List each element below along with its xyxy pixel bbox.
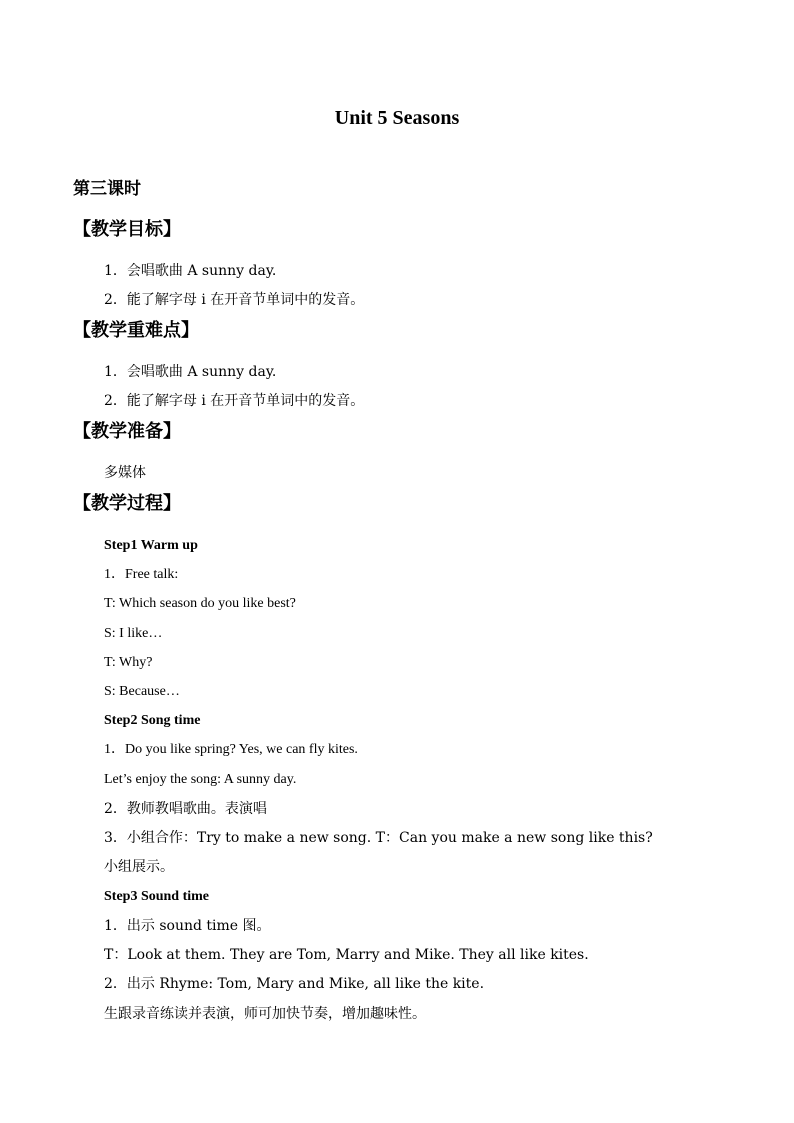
objective-item: 1．会唱歌曲 A sunny day. [104,263,277,279]
preparation-text: 多媒体 [104,465,146,481]
step3-line: T：Look at them. They are Tom, Marry and Mike. They all like kites. [104,947,589,963]
step1-line: T: Which season do you like best? [104,596,296,611]
step3-heading: Step3 Sound time [104,889,210,904]
section-heading-preparation: 【教学准备】 [73,421,181,442]
step2-heading: Step2 Song time [104,713,201,728]
step2-line: 小组展示。 [104,859,174,875]
step2-line: Let’s enjoy the song: A sunny day. [104,772,297,787]
key-point-item: 1．会唱歌曲 A sunny day. [104,364,277,380]
step1-line: S: I like… [104,626,163,641]
step1-line: S: Because… [104,684,180,699]
step2-line: 1．Do you like spring? Yes, we can fly kites. [104,742,358,757]
document-title: Unit 5 Seasons [334,107,460,129]
step3-line: 生跟录音练读并表演，师可加快节奏，增加趣味性。 [104,1006,426,1022]
lesson-label: 第三课时 [73,179,141,199]
step2-line: 3．小组合作：Try to make a new song. T：Can you make a new song like this? [104,830,653,846]
section-heading-process: 【教学过程】 [73,493,181,514]
section-heading-objectives: 【教学目标】 [73,219,181,240]
step2-line: 2．教师教唱歌曲。表演唱 [104,801,267,817]
section-heading-key-points: 【教学重难点】 [73,320,199,341]
step3-line: 1．出示 sound time 图。 [104,918,271,934]
step1-line: T: Why? [104,655,153,670]
step1-line: 1．Free talk: [104,567,179,582]
step3-line: 2．出示 Rhyme: Tom, Mary and Mike, all like the kite. [104,976,485,992]
step1-heading: Step1 Warm up [104,538,198,553]
objective-item: 2．能了解字母 i 在开音节单词中的发音。 [104,292,365,308]
key-point-item: 2．能了解字母 i 在开音节单词中的发音。 [104,393,365,409]
